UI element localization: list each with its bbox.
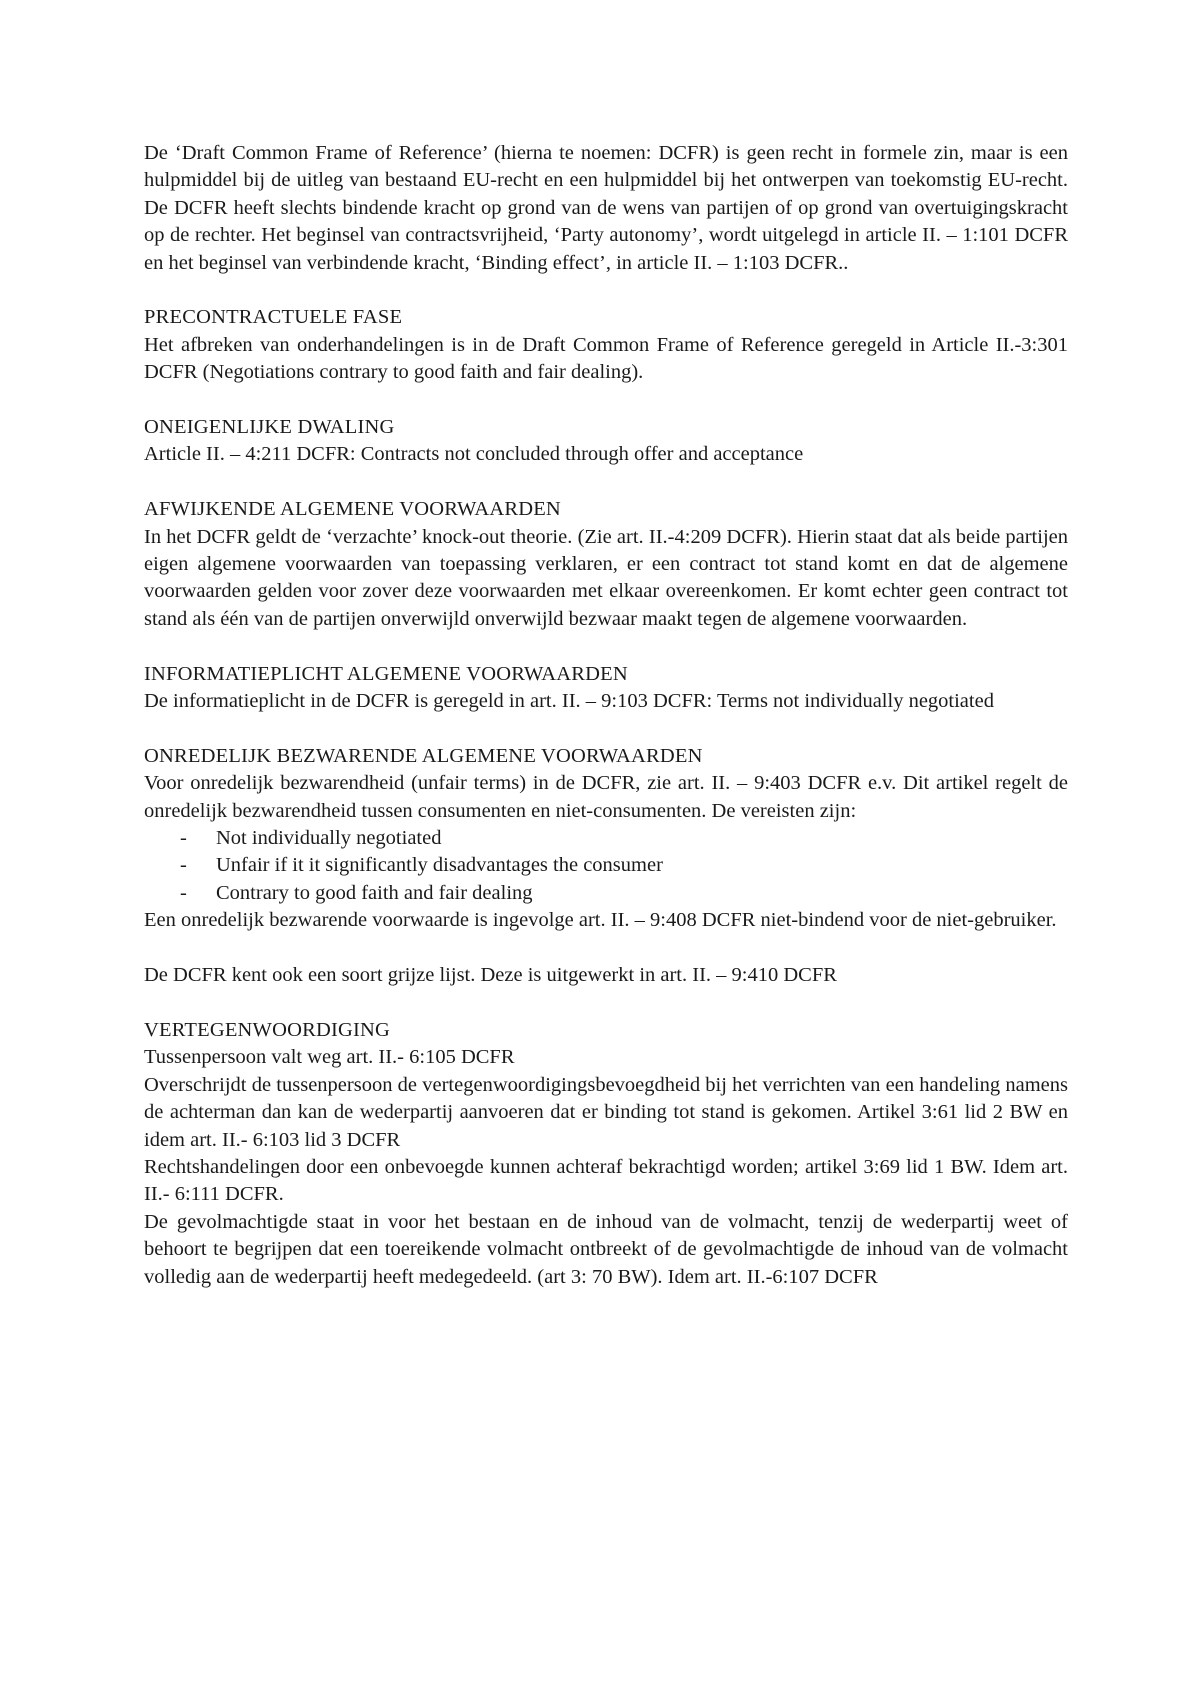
onredelijk-after-text: Een onredelijk bezwarende voorwaarde is ingevolge art. II. – 9:408 DCFR niet-bindend voor de niet-gebruiker. (144, 909, 1057, 932)
list-item (144, 825, 1068, 852)
spacer (144, 387, 1068, 414)
heading-vertegenwoordiging: VERTEGENWOORDIGING (144, 1018, 391, 1041)
spacer (144, 715, 1068, 742)
vertegenwoordiging-para3: De gevolmachtigde staat in voor het bestaan en de inhoud van de volmacht, tenzij de wederpartij weet of behoort te begrijpen dat een toereikende volmacht ontbreekt of de gevolmachtigde de inhoud van de volmacht volledig aan de wederpartij heeft medegedeeld. (art 3: 70 BW). Idem art. II.-6:107 DCFR (144, 1210, 1068, 1288)
bullet-dash: - (180, 881, 187, 904)
list-item-text: Not individually negotiated (216, 827, 442, 850)
afwijkende-text: In het DCFR geldt de ‘verzachte’ knock-out theorie. (Zie art. II.-4:209 DCFR). Hierin staat dat als beide partijen eigen algemene voorwaarden van toepassing verklaren, er een contract tot stand komt en dat de algemene voorwaarden gelden voor zover deze voorwaarden met elkaar overeenkomen. Er komt echter geen contract tot stand als één van de partijen onverwijld onverwijld bezwaar maakt tegen de algemene voorwaarden. (144, 525, 1068, 630)
spacer (144, 469, 1068, 496)
heading-precontractuele-fase: PRECONTRACTUELE FASE (144, 306, 403, 329)
list-item (144, 880, 1068, 907)
vertegenwoordiging-para1: Overschrijdt de tussenpersoon de vertegenwoordigingsbevoegdheid bij het verrichten van een handeling namens de achterman dan kan de wederpartij aanvoeren dat er binding tot stand is gekomen. Artikel 3:61 lid 2 BW en idem art. II.- 6:103 lid 3 DCFR (144, 1073, 1068, 1151)
heading-informatieplicht: INFORMATIEPLICHT ALGEMENE VOORWAARDEN (144, 662, 628, 685)
vertegenwoordiging-line1: Tussenpersoon valt weg art. II.- 6:105 DCFR (144, 1046, 515, 1069)
list-item-text: Contrary to good faith and fair dealing (216, 881, 533, 904)
intro-paragraph: De ‘Draft Common Frame of Reference’ (hierna te noemen: DCFR) is geen recht in formele zin, maar is een hulpmiddel bij de uitleg van bestaand EU-recht en een hulpmiddel bij het ontwerpen van toekomstig EU-recht. De DCFR heeft slechts bindende kracht op grond van de wens van partijen of op grond van overtuigingskracht op de rechter. Het beginsel van contractsvrijheid, ‘Party autonomy’, wordt uitgelegd in article II. – 1:101 DCFR en het beginsel van verbindende kracht, ‘Binding effect’, in article II. – 1:103 DCFR.. (144, 142, 1068, 274)
grijze-lijst-text: De DCFR kent ook een soort grijze lijst. Deze is uitgewerkt in art. II. – 9:410 DCFR (144, 964, 837, 987)
heading-afwijkende-algemene-voorwaarden: AFWIJKENDE ALGEMENE VOORWAARDEN (144, 498, 561, 521)
oneigenlijke-text: Article II. – 4:211 DCFR: Contracts not concluded through offer and acceptance (144, 443, 804, 466)
informatieplicht-text: De informatieplicht in de DCFR is geregeld in art. II. – 9:103 DCFR: Terms not individually negotiated (144, 690, 994, 713)
spacer (144, 277, 1068, 304)
precontractuele-text: Het afbreken van onderhandelingen is in de Draft Common Frame of Reference geregeld in Article II.-3:301 DCFR (Negotiations contrary to good faith and fair dealing). (144, 333, 1068, 384)
spacer (144, 990, 1068, 1017)
list-item-text: Unfair if it it significantly disadvantages the consumer (216, 854, 663, 877)
bullet-dash: - (180, 854, 187, 877)
heading-oneigenlijke-dwaling: ONEIGENLIJKE DWALING (144, 416, 395, 439)
onredelijk-text: Voor onredelijk bezwarendheid (unfair terms) in de DCFR, zie art. II. – 9:403 DCFR e.v. Dit artikel regelt de onredelijk bezwarendheid tussen consumenten en niet-consumenten. De vereisten zijn: (144, 772, 1068, 822)
document-page (144, 140, 1068, 1291)
spacer (144, 935, 1068, 962)
list-item (144, 852, 1068, 879)
heading-onredelijk-bezwarende: ONREDELIJK BEZWARENDE ALGEMENE VOORWAARDEN (144, 744, 703, 767)
vertegenwoordiging-para2: Rechtshandelingen door een onbevoegde kunnen achteraf bekrachtigd worden; artikel 3:69 lid 1 BW. Idem art. II.- 6:111 DCFR. (144, 1155, 1068, 1206)
vereisten-list (144, 825, 1068, 907)
bullet-dash: - (180, 827, 187, 850)
spacer (144, 633, 1068, 660)
